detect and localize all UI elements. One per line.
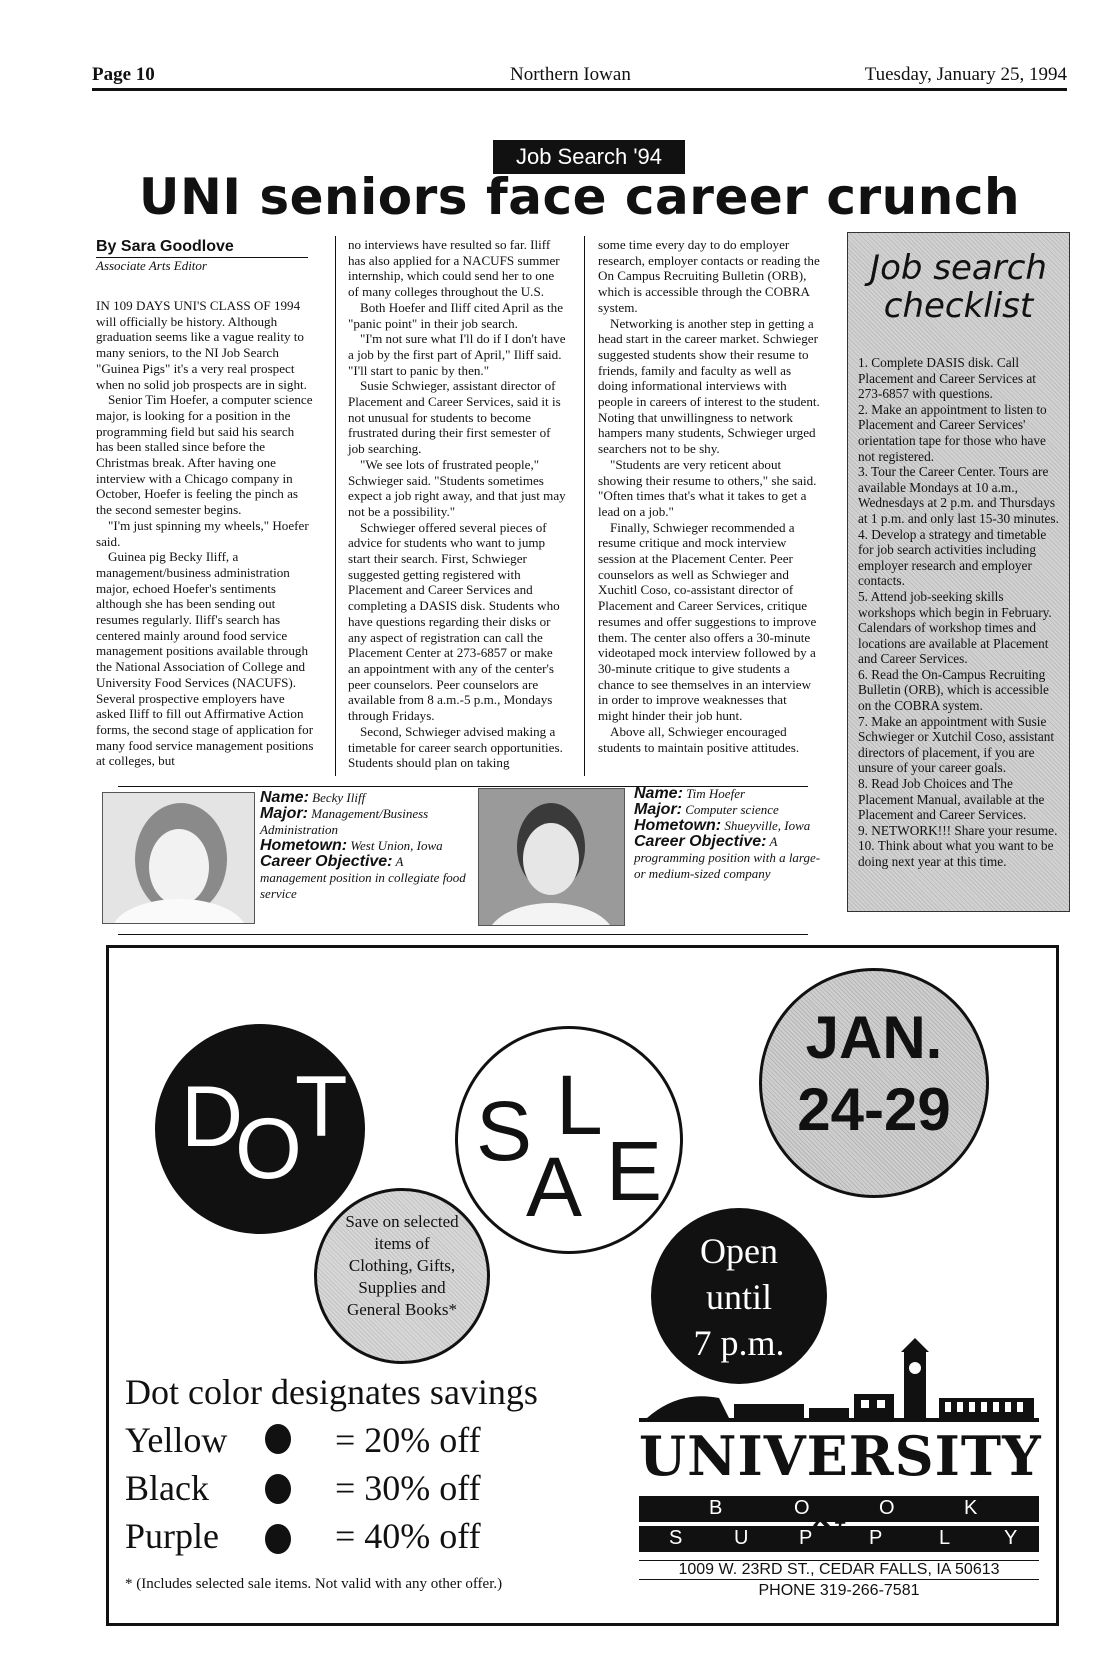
dot-letter: T xyxy=(295,1059,348,1155)
section-kicker: Job Search '94 xyxy=(493,140,685,174)
page-number: Page 10 xyxy=(92,64,155,85)
article-paragraph: "Students are very reticent about showing their resume to others," she said. "Often times that's what it takes to get a lead on a job." xyxy=(598,456,817,519)
sale-letter: S xyxy=(476,1084,533,1178)
portrait-image xyxy=(103,793,254,923)
profile-name: Tim Hoefer xyxy=(686,786,746,801)
article-column-3 xyxy=(598,237,820,755)
save-line: Clothing, Gifts, xyxy=(348,1256,456,1275)
sale-letter: L xyxy=(556,1058,603,1152)
article-paragraph: Susie Schwieger, assistant director of Placement and Career Services, said it is not unusual for students to become frustrated during their first semester of job searching. xyxy=(348,378,561,457)
checklist-title: Job search checklist xyxy=(870,248,1047,326)
black-dot-icon xyxy=(265,1474,291,1504)
savings-heading: Dot color designates savings xyxy=(125,1372,538,1412)
profile-label: Hometown: xyxy=(634,817,722,834)
store-letter: O xyxy=(794,1497,810,1519)
savings-color: Black xyxy=(125,1468,209,1508)
profile-label: Career Objective: xyxy=(260,853,393,870)
footnote: * (Includes selected sale items. Not valid with any other offer.) xyxy=(125,1576,503,1592)
savings-row xyxy=(125,1512,595,1560)
dot-letter: O xyxy=(235,1101,302,1197)
yellow-dot-icon xyxy=(265,1424,291,1454)
profile-becky xyxy=(260,790,470,902)
dot-letter: D xyxy=(181,1069,244,1165)
profile-hometown: Shueyville, Iowa xyxy=(724,818,811,833)
save-circle xyxy=(314,1188,490,1364)
savings-discount: = 20% off xyxy=(335,1420,481,1460)
save-line: Save on selected xyxy=(345,1212,459,1231)
headline: UNI seniors face career crunch xyxy=(138,168,1021,226)
dates-range: 24-29 xyxy=(797,1076,951,1143)
article-paragraph: Above all, Schwieger encouraged students to maintain positive attitudes. xyxy=(598,723,800,755)
checklist-item: 1. Complete DASIS disk. Call Placement and Career Services at 273-6857 with questions. xyxy=(858,355,1036,402)
savings-discount: = 30% off xyxy=(335,1468,481,1508)
open-line: Open xyxy=(700,1231,778,1271)
sale-letter: E xyxy=(606,1124,663,1218)
article-paragraph: "We see lots of frustrated people," Schwieger said. "Students sometimes expect a job right away, and that just may not be a possibility." xyxy=(348,456,566,519)
profile-name: Becky Iliff xyxy=(312,790,366,805)
savings-row xyxy=(125,1464,595,1512)
article-paragraph: Guinea pig Becky Iliff, a management/business administration major, echoed Hoefer's sentiments although she has been sending out resumes regularly. Iliff's search has centered mainly around food service management positions available through the National Association of College and University Food Services (NACUFS). Several prospective employers have asked Iliff to fill out Affirmative Action forms, the second stage of application for many food service management positions at colleges, but xyxy=(96,549,314,769)
checklist-item: 9. NETWORK!!! Share your resume. xyxy=(858,822,1058,838)
profile-hometown: West Union, Iowa xyxy=(350,838,443,853)
article-column-1 xyxy=(96,298,314,769)
byline-name: By Sara Goodlove xyxy=(96,238,308,258)
profile-major: Management/Business Administration xyxy=(260,806,429,837)
photo-becky-iliff xyxy=(102,792,255,924)
save-line: Supplies and xyxy=(358,1278,446,1297)
store-letter: P xyxy=(799,1527,813,1549)
save-line: General Books* xyxy=(346,1300,457,1319)
column-rule xyxy=(335,236,336,776)
profile-label: Career Objective: xyxy=(634,833,767,850)
article-paragraph: "I'm just spinning my wheels," Hoefer said. xyxy=(96,517,309,549)
savings-color: Purple xyxy=(125,1516,219,1556)
save-line: items of xyxy=(374,1234,430,1253)
savings-discount: = 40% off xyxy=(335,1516,481,1556)
profile-major: Computer science xyxy=(685,802,779,817)
byline-title: Associate Arts Editor xyxy=(96,258,207,273)
store-letter: B xyxy=(709,1497,723,1519)
article-paragraph: Senior Tim Hoefer, a computer science major, is looking for a position in the programming field but said his search has been stalled since before the Christmas break. After having one interview with a Chicago company in October, Hoefer is feeling the pinch as the second semester begins. xyxy=(96,392,313,518)
checklist-item: 2. Make an appointment to listen to Placement and Career Services' orientation tape for those who have not registered. xyxy=(858,401,1047,464)
profile-tim xyxy=(634,786,834,882)
checklist-item: 3. Tour the Career Center. Tours are available Mondays at 10 a.m., Wednesdays at 2 p.m. and Thursdays at 1 p.m. and only last 15-30 minutes. xyxy=(858,464,1059,526)
photo-tim-hoefer xyxy=(478,788,625,926)
sale-advertisement xyxy=(106,945,1059,1626)
article-paragraph: some time every day to do employer research, employer contacts or reading the On Campus Recruiting Bulletin (ORB), which is accessible through the COBRA system. xyxy=(598,237,820,315)
profile-label: Major: xyxy=(260,805,308,822)
profile-label: Name: xyxy=(634,785,683,802)
byline xyxy=(96,238,308,274)
savings-row xyxy=(125,1416,595,1464)
store-address: 1009 W. 23RD ST., CEDAR FALLS, IA 50613 xyxy=(639,1560,1039,1580)
profile-label: Major: xyxy=(634,801,682,818)
article-column-2 xyxy=(348,237,566,771)
store-skyline-logo xyxy=(639,1338,1039,1428)
store-letter: P xyxy=(869,1527,883,1549)
article-paragraph: "I'm not sure what I'll do if I don't have a job by the first part of April," Iliff said. "I'll start to panic by then." xyxy=(348,331,566,378)
store-letter: O xyxy=(879,1497,895,1519)
article-paragraph: Both Hoefer and Iliff cited April as the "panic point" in their job search. xyxy=(348,299,564,331)
issue-date: Tuesday, January 25, 1994 xyxy=(864,64,1067,85)
article-paragraph: Finally, Schwieger recommended a resume critique and mock interview session at the Placement Center. Peer counselors as well as Schwieger and Xuchitl Coso, co-assistant director of Placement and Career Services, critique resumes and offer suggestions to improve them. The center also offers a 30-minute videotaped mock interview followed by a 30-minute critique to give students a chance to see themselves in an interview in order to improve weaknesses that might hinder their job hunt. xyxy=(598,519,817,724)
checklist-item: 5. Attend job-seeking skills workshops which begin in February. Calendars of workshop times and locations are available at Placement and Career Services. xyxy=(858,588,1052,667)
store-phone: PHONE 319-266-7581 xyxy=(758,1582,920,1599)
article-paragraph: Networking is another step in getting a head start in the career market. Schwieger suggested students show their resume to friends, family and faculty as well as doing informational interviews with people in careers of interest to the student. Noting that unwillingness to network hampers many students, Schwieger urged searchers not to be shy. xyxy=(598,315,820,457)
sale-letter: A xyxy=(526,1140,583,1234)
article-paragraph: Second, Schwieger advised making a timetable for career search opportunities. Students should plan on taking xyxy=(348,723,563,771)
open-line: until xyxy=(705,1277,772,1317)
profile-bottom-rule xyxy=(118,934,808,935)
sale-circle xyxy=(455,1026,683,1254)
store-letter: U xyxy=(734,1527,749,1549)
save-text xyxy=(317,1211,487,1321)
profile-objective: A programming position with a large- or medium-sized company xyxy=(634,834,821,881)
job-search-checklist xyxy=(847,232,1070,912)
article-paragraph: IN 109 DAYS UNI'S CLASS OF 1994 will officially be history. Although graduation seems like a vague reality to many seniors, to the NI Job Search "Guinea Pigs" it's a very real prospect when no solid job prospects are in sight. xyxy=(96,298,307,392)
profile-label: Hometown: xyxy=(260,837,348,854)
campanile-skyline-icon xyxy=(639,1338,1039,1428)
article-paragraph: Schwieger offered several pieces of advice for students who want to jump start their search. First, Schwieger suggested getting registered with Placement and Career Services and completing a DASIS disk. Students who have questions regarding their disks or any aspect of registration can call the Placement Center at 273-6857 or make an appointment with any of the center's peer counselors. Peer counselors are available from 8 a.m.-5 p.m., Mondays through Fridays. xyxy=(348,519,560,724)
store-letter: Y xyxy=(1004,1527,1018,1549)
open-line: 7 p.m. xyxy=(693,1323,785,1363)
checklist-item: 7. Make an appointment with Susie Schwieger or Xutchil Coso, assistant directors of placement, if you are unsure of your career goals. xyxy=(858,713,1055,776)
store-name: UNIVERSITY xyxy=(639,1424,1042,1488)
profile-objective: A management position in collegiate food service xyxy=(260,854,466,901)
dates-circle xyxy=(759,968,989,1198)
portrait-image xyxy=(479,789,624,925)
checklist-item: 8. Read Job Choices and The Placement Manual, available at the Placement and Career Services. xyxy=(858,776,1045,823)
savings-color: Yellow xyxy=(125,1420,228,1460)
dates-month: JAN. xyxy=(805,1004,943,1071)
masthead-rule xyxy=(92,88,1067,91)
column-rule xyxy=(584,236,585,776)
store-letter: L xyxy=(939,1527,951,1549)
checklist-item: 4. Develop a strategy and timetable for job search activities including employer research and employer contacts. xyxy=(858,526,1047,589)
store-letter: S xyxy=(669,1527,683,1549)
store-ampersand: & xyxy=(809,1500,849,1551)
paper-name: Northern Iowan xyxy=(510,64,631,85)
checklist-item: 6. Read the On-Campus Recruiting Bulletin (ORB), which is accessible on the COBRA system. xyxy=(858,666,1049,714)
article-paragraph: no interviews have resulted so far. Iliff has also applied for a NACUFS summer internship, which could send her to one of many colleges throughout the U.S. xyxy=(348,237,560,300)
purple-dot-icon xyxy=(265,1524,291,1554)
dot-circle xyxy=(155,1024,365,1234)
checklist-item: 10. Think about what you want to be doing next year at this time. xyxy=(858,838,1054,869)
store-letter: K xyxy=(964,1497,978,1519)
checklist-items xyxy=(858,355,1061,870)
profile-label: Name: xyxy=(260,789,309,806)
